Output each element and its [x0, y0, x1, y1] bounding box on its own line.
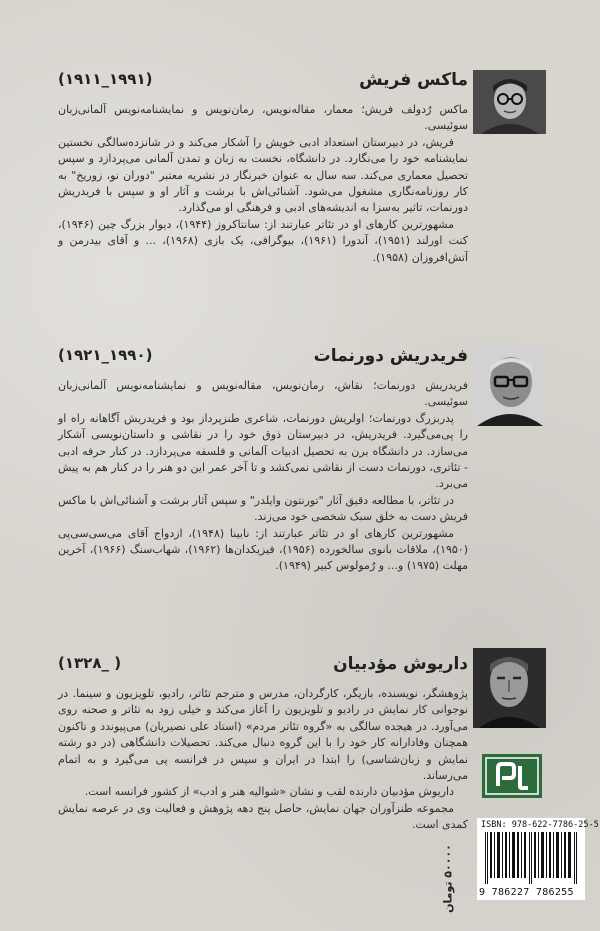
bio-name: ماکس فریش: [359, 70, 468, 90]
publisher-logo: [480, 752, 544, 800]
bio-dates: (۱۹۱۱_۱۹۹۱): [58, 70, 153, 88]
bio-paragraph: مشهورترین کارهای او در تئاتر عبارتند از: نابینا (۱۹۴۸)، ازدواج آقای می‌سی‌سی‌پی (۱۹۵۰)، ملاقات بانوی سالخورده (۱۹۵۶)، فیزیکدان‌ها (۱۹۶۲)، شهاب‌سنگ (۱۹۶۶)، آخرین مهلت (۱۹۷۵) و... و رُمولوس کبیر (۱۹۴۹).: [58, 526, 469, 573]
bio-paragraph: پژوهشگر، نویسنده، بازیگر، کارگردان، مدرس و مترجم تئاتر، رادیو، تلویزیون و سینما. در نوجوانی کار نمایش در رادیو و تلویزیون را آغاز می‌کند و خیلی زود به تئاتر و صحنه روی می‌آورد. در هیجده سالگی به «گروه تئاتر مردم» (استاد علی نصیریان) می‌پیوندد و تاکنون همچنان وفادارانه کار خود را با این گروه دنبال می‌کند. تحصیلات دانشگاهی (در دو رشته نمایش و زبان‌شناسی) را ابتدا در ایران و سپس در فرانسه پی می‌گیرد و به اتمام می‌رساند.: [58, 687, 468, 783]
isbn-label: ISBN: 978-622-7786-25-5: [481, 820, 599, 830]
barcode-bars: [485, 832, 579, 884]
bio-max-frisch: [58, 70, 468, 266]
price-label: ۵۰۰۰۰ تومان: [441, 844, 455, 913]
bio-paragraph: مشهورترین کارهای او در تئاتر عبارتند از: سانتاکروز (۱۹۴۴)، دیوار بزرگ چین (۱۹۴۶)، کنت اورلند (۱۹۵۱)، آندورا (۱۹۶۱)، بیوگرافی، یک بازی (۱۹۶۸)، ... و آقای بیدرمن و آتش‌افروزان (۱۹۵۸).: [58, 217, 468, 264]
bio-dates: (۱۹۲۱_۱۹۹۰): [58, 346, 153, 364]
bio-paragraph: فریش، در دبیرستان استعداد ادبی خویش را آشکار می‌کند و در شانزده‌سالگی نخستین نمایشنامه خود را می‌نگارد. در دانشگاه، نخست به زبان و تمدن آلمانی می‌پردازد و سپس تحصیل معماری می‌کند. سه سال به عنوان خبرنگار در نشریه معتبر "دوران نو، زوریخ" به کار روزنامه‌نگاری مشغول می‌شود. آشنائی‌اش با برشت و آثار او و سپس با فریدریش دورنمات، تاثیر به‌سزا به اندیشه‌های ادبی و فرهنگی او می‌گذارد.: [58, 135, 468, 215]
bio-paragraph: مجموعه طنزآوران جهان نمایش، حاصل پنج دهه پژوهش و فعالیت وی در عرصه نمایش کمدی است.: [58, 801, 468, 832]
bio-paragraph: در تئاتر، با مطالعه دقیق آثار "تورنتون وایلدر" و سپس آثار برشت و آشنائی‌اش با ماکس فریش دست به خلق سبک شخصی خود می‌زند.: [58, 493, 468, 524]
bio-paragraph: داریوش مؤدبیان دارنده لقب و نشان «شوالیه هنر و ادب» از کشور فرانسه است.: [84, 785, 454, 799]
bio-name: فریدریش دورنمات: [313, 346, 468, 366]
author-photo-durrenmatt: [473, 346, 546, 426]
bio-name: داریوش مؤدبیان: [333, 654, 468, 674]
isbn-barcode: [477, 818, 599, 900]
barcode-digits: 9 786227 786255: [479, 887, 574, 898]
author-photo-frisch: [473, 70, 546, 134]
bio-paragraph: فریدریش دورنمات؛ نقاش، رمان‌نویس، مقاله‌نویس و نمایشنامه‌نویس آلمانی‌زبان سوئیسی.: [58, 379, 468, 409]
bio-dates: (۱۳۲۸_ ): [58, 654, 122, 672]
author-photo-moaddabian: [473, 648, 546, 728]
bio-paragraph: پدربزرگ دورنمات؛ اولریش دورنمات، شاعری طنزپرداز بود و فریدریش آگاهانه راه او را پی‌می‌گیرد. فریدریش، در دبیرستان ذوق خود را در نقاشی و داستان‌نویسی آشکار می‌سازد. در دانشگاه برن به تحصیل ادبیات آلمانی و فلسفه می‌پردازد. در کنار حرفه ادبی - تئاتری، دورنمات دست از نقاشی نمی‌کشد و تا آخر عمر این دو هنر را در کنار هم به پیش می‌برد.: [58, 411, 468, 491]
bio-friedrich-durrenmatt: [58, 346, 468, 575]
bio-paragraph: ماکس رُدولف فریش؛ معمار، مقاله‌نویس، رمان‌نویس و نمایشنامه‌نویس آلمانی‌زبان سوئیسی.: [58, 103, 468, 133]
bio-dariush-moaddabian: [58, 654, 468, 834]
